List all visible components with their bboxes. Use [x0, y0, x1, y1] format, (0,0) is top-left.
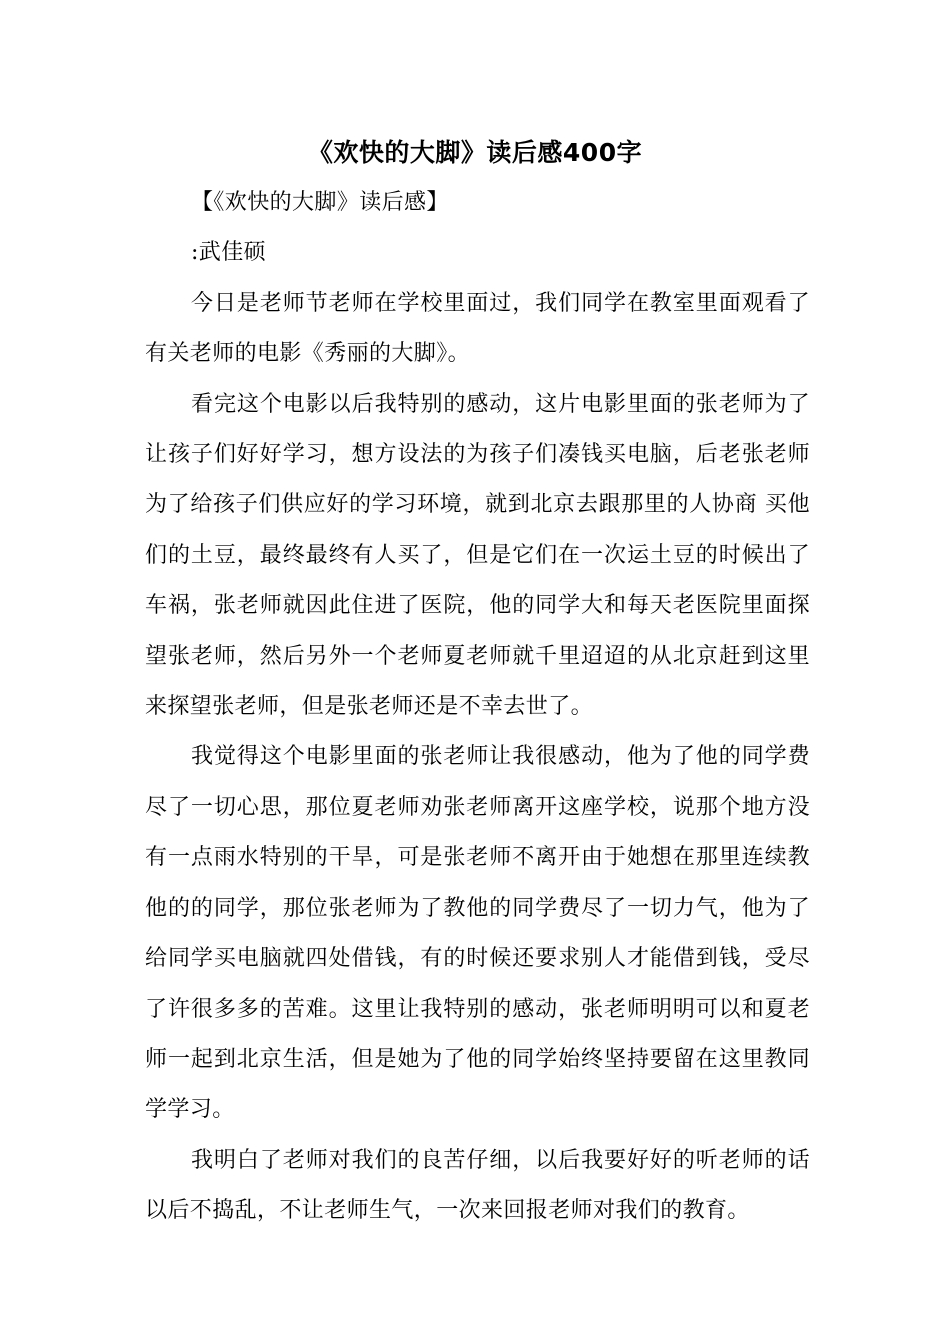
paragraph-1: 今日是老师节老师在学校里面过，我们同学在教室里面观看了有关老师的电影《秀丽的大脚》。 — [145, 290, 810, 367]
paragraph-4: 我明白了老师对我们的良苦仔细，以后我要好好的听老师的话以后不捣乱，不让老师生气，一次来回报老师对我们的教育。 — [145, 1147, 810, 1224]
paragraph-3: 我觉得这个电影里面的张老师让我很感动，他为了他的同学费尽了一切心思，那位夏老师劝张老师离开这座学校，说那个地方没有一点雨水特别的干旱，可是张老师不离开由于她想在那里连续教他的的同学，那位张老师为了教他的同学费尽了一切力气，他为了给同学买电脑就四处借钱，有的时候还要求别人才能借到钱，受尽了许很多多的苦难。这里让我特别的感动，张老师明明可以和夏老师一起到北京生活，但是她为了他的同学始终坚持要留在这里教同学学习。 — [145, 744, 810, 1123]
paragraph-2: 看完这个电影以后我特别的感动，这片电影里面的张老师为了让孩子们好好学习，想方设法的为孩子们凑钱买电脑，后老张老师为了给孩子们供应好的学习环境，就到北京去跟那里的人协商 买他们的土豆，最终最终有人买了，但是它们在一次运土豆的时候出了车祸，张老师就因此住进了医院，他的同学大和每天老医院里面探望张老师，然后另外一个老师夏老师就千里迢迢的从北京赶到这里来探望张老师，但是张老师还是不幸去世了。 — [145, 391, 810, 720]
document-body — [145, 178, 810, 1237]
author-line: :武佳硕 — [191, 240, 267, 266]
document-subtitle: 【《欢快的大脚》读后感】 — [191, 190, 449, 215]
document-title: 《欢快的大脚》读后感400字 — [307, 138, 643, 167]
